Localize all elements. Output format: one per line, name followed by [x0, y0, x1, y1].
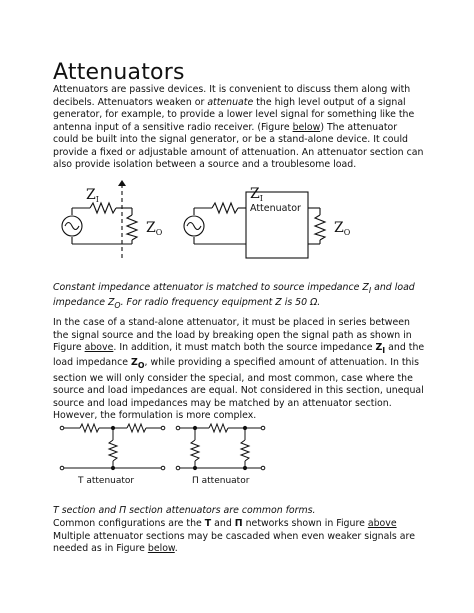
figure-caption	[53, 282, 425, 313]
page-title: Attenuators	[53, 60, 185, 85]
text-run: networks shown in Figure	[242, 518, 368, 529]
text-run: , while providing a specified amount of attenuation. In this section we will only consider the special, and most common, case where the source and load impedances are equal. Not considered in this section, unequal source and load impedances may be matched by an attenuator section. However, the formulation is more complex.	[53, 357, 424, 422]
body-paragraph	[53, 317, 425, 423]
terminal	[60, 466, 64, 470]
text-run: Attenuators are passive devices. It is convenient to discuss them along with decibels. Attenuators weaken or	[53, 84, 411, 108]
zo-label: $Z_O$	[334, 220, 351, 237]
source-resistor	[212, 203, 238, 213]
intro-paragraph	[53, 84, 425, 172]
figure-below-link[interactable]: below	[147, 543, 175, 554]
text-run: and	[211, 518, 235, 529]
series-resistor	[127, 424, 146, 432]
load-resistor	[315, 215, 325, 240]
figure-above-link[interactable]: above	[367, 518, 397, 529]
t-attenuator-label: T attenuator	[78, 476, 135, 486]
text-run: In the case of a stand-alone attenuator, it must be placed in series between the signal source and the load by breaking open the signal path as shown in Figure	[53, 317, 412, 353]
arrow-up-icon	[118, 180, 126, 186]
terminal	[261, 466, 265, 470]
text-run: . In addition, it must match both the source impedance	[113, 342, 376, 353]
figure-below-link[interactable]: below	[292, 121, 321, 133]
text-run: . For radio frequency equipment Z is 50 Ω.	[120, 297, 321, 309]
terminal	[176, 466, 180, 470]
figure-caption: T section and Π section attenuators are common forms.	[53, 505, 316, 516]
terminal	[60, 426, 64, 430]
source-resistor	[90, 203, 116, 213]
attenuator-circuit-figure	[52, 178, 372, 270]
figure-above-link[interactable]: above	[84, 342, 114, 353]
series-resistor	[209, 424, 228, 432]
pi-attenuator-label: Π attenuator	[192, 476, 250, 486]
attenuator-label: Attenuator	[250, 203, 301, 214]
subscript: I	[368, 285, 372, 295]
series-resistor	[80, 424, 99, 432]
text-run: and load impedance Z	[53, 282, 415, 309]
terminal	[176, 426, 180, 430]
t-pi-attenuator-figure	[52, 418, 282, 488]
bold-text: Π	[234, 518, 243, 529]
text-run: Common configurations are the	[53, 518, 205, 529]
body-paragraph	[53, 518, 425, 556]
emphasis-text: attenuate	[207, 96, 254, 108]
shunt-resistor	[241, 440, 249, 461]
terminal	[161, 426, 165, 430]
bold-text: T	[204, 518, 212, 529]
zi-symbol: $Z_I$	[375, 342, 386, 355]
text-run: Constant impedance attenuator is matched to source impedance Z	[53, 282, 369, 293]
zo-symbol: $Z_O$	[131, 357, 145, 371]
sine-wave-icon	[65, 223, 79, 230]
terminal	[261, 426, 265, 430]
text-run: and the load impedance	[53, 342, 425, 369]
shunt-resistor	[191, 440, 199, 461]
text-run: the high level output of a signal generator, for example, to provide a lower level signal for something like the antenna input of a sensitive radio receiver. (Figure	[53, 96, 415, 133]
text-run: ) The attenuator could be built into the signal generator, or be a stand-alone device. It could provide a fixed or adjustable amount of attenuation. An attenuator section can also provide isolation between a source and a troublesome load.	[53, 121, 424, 170]
sine-wave-icon	[187, 223, 201, 230]
shunt-resistor	[109, 440, 117, 461]
text-run: Multiple attenuator sections may be cascaded when even weaker signals are needed as in Figure	[53, 530, 415, 554]
text-run: .	[174, 543, 178, 554]
load-resistor	[127, 215, 137, 240]
zi-label: $Z_I$	[86, 187, 99, 204]
terminal	[161, 466, 165, 470]
zi-label: $Z_I$	[250, 186, 263, 203]
zo-label: $Z_O$	[146, 220, 163, 237]
subscript: O	[114, 301, 121, 311]
